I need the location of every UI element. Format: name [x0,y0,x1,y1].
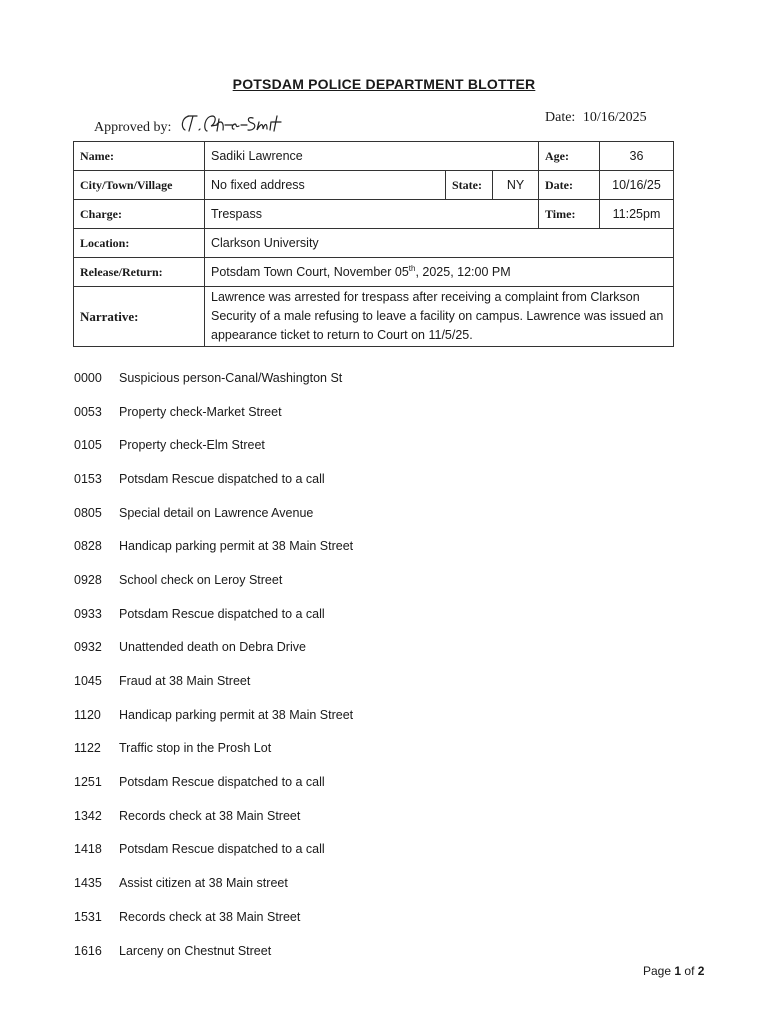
city-label: City/Town/Village [74,171,205,200]
log-entry [74,395,353,429]
log-text: Unattended death on Debra Drive [119,640,306,655]
log-time: 1435 [74,876,102,891]
record-row-release [74,258,674,287]
release-value-time: , 2025, 12:00 PM [415,265,511,280]
log-entry [74,698,353,732]
log-text: Potsdam Rescue dispatched to a call [119,842,325,857]
log-entry [74,563,353,597]
age-label: Age: [539,142,600,171]
log-entry [74,765,353,799]
log-text: Larceny on Chestnut Street [119,943,272,958]
release-value [205,258,674,287]
record-row-location [74,229,674,258]
record-row-name [74,142,674,171]
log-text: Suspicious person-Canal/Washington St [119,370,343,385]
release-value-date: Potsdam Town Court, November 05 [211,265,409,280]
page-current: 1 [674,964,682,978]
narrative-line: appearance ticket to return to Court on 11/5/25. [211,328,473,342]
log-entry [74,428,353,462]
log-entry [74,664,353,698]
log-time: 0932 [74,640,102,655]
state-value: NY [493,171,539,200]
record-row-city [74,171,674,200]
log-entry [74,866,353,900]
log-text: Traffic stop in the Prosh Lot [119,741,272,756]
document-date-value: 10/16/2025 [582,110,647,125]
log-time: 1122 [74,741,101,756]
name-label: Name: [74,142,205,171]
log-time: 0000 [74,370,102,385]
arrest-date-value: 10/16/25 [600,171,674,200]
age-value: 36 [600,142,674,171]
release-label: Release/Return: [74,258,205,287]
log-entry [74,631,353,665]
log-time: 0805 [74,505,102,520]
log-text: Special detail on Lawrence Avenue [119,505,314,520]
city-value: No fixed address [205,171,446,200]
log-text: Potsdam Rescue dispatched to a call [119,606,325,621]
log-time: 0928 [74,572,102,587]
log-text: Potsdam Rescue dispatched to a call [119,775,325,790]
log-text: Records check at 38 Main Street [119,808,301,823]
log-entry [74,934,353,968]
narrative-line: Lawrence was arrested for trespass after receiving a complaint from Clarkson [211,290,640,304]
log-time: 0105 [74,438,102,453]
log-text: Potsdam Rescue dispatched to a call [119,471,325,486]
document-title: POTSDAM POLICE DEPARTMENT BLOTTER [232,76,536,92]
log-text: Records check at 38 Main Street [119,909,301,924]
log-time: 0053 [74,404,102,419]
approved-by-label: Approved by: [94,120,172,135]
narrative-line: Security of a male refusing to leave a facility on campus. Lawrence was issued an [211,309,664,323]
log-time: 1045 [74,674,102,689]
page-word: Page [643,964,672,978]
record-row-charge [74,200,674,229]
narrative-text [205,287,674,347]
log-text: School check on Leroy Street [119,572,283,587]
log-time: 1251 [74,775,102,790]
log-time: 1531 [74,909,102,924]
document-date [545,110,647,126]
charge-label: Charge: [74,200,205,229]
log-text: Assist citizen at 38 Main street [119,876,288,891]
location-value: Clarkson University [205,229,674,258]
narrative-label: Narrative: [74,287,205,347]
log-entry [74,799,353,833]
log-time: 1120 [74,707,101,722]
arrest-record-table [73,141,674,347]
log-text: Property check-Elm Street [119,438,265,453]
page-total: 2 [697,964,705,978]
log-text: Property check-Market Street [119,404,282,419]
log-entry [74,462,353,496]
log-time: 0153 [74,471,102,486]
signature-image [177,110,287,136]
log-text: Handicap parking permit at 38 Main Street [119,707,354,722]
record-row-narrative [74,287,674,347]
time-label: Time: [539,200,600,229]
state-label: State: [446,171,493,200]
page-number [643,964,704,978]
log-entry [74,732,353,766]
release-value-suffix-th: th [408,264,416,274]
log-text: Handicap parking permit at 38 Main Street [119,539,354,554]
log-entry [74,361,353,395]
log-text: Fraud at 38 Main Street [119,674,251,689]
log-time: 0828 [74,539,102,554]
activity-log [74,361,353,967]
page-of-word: of [684,964,695,978]
log-entry [74,597,353,631]
log-entry [74,900,353,934]
name-value: Sadiki Lawrence [205,142,539,171]
charge-value: Trespass [205,200,539,229]
log-time: 1616 [74,943,102,958]
location-label: Location: [74,229,205,258]
log-time: 1418 [74,842,102,857]
arrest-date-label: Date: [539,171,600,200]
log-entry [74,833,353,867]
approved-by [94,110,287,136]
log-time: 1342 [74,808,102,823]
log-entry [74,496,353,530]
document-date-label: Date: [545,110,576,125]
log-time: 0933 [74,606,102,621]
time-value: 11:25pm [600,200,674,229]
log-entry [74,529,353,563]
